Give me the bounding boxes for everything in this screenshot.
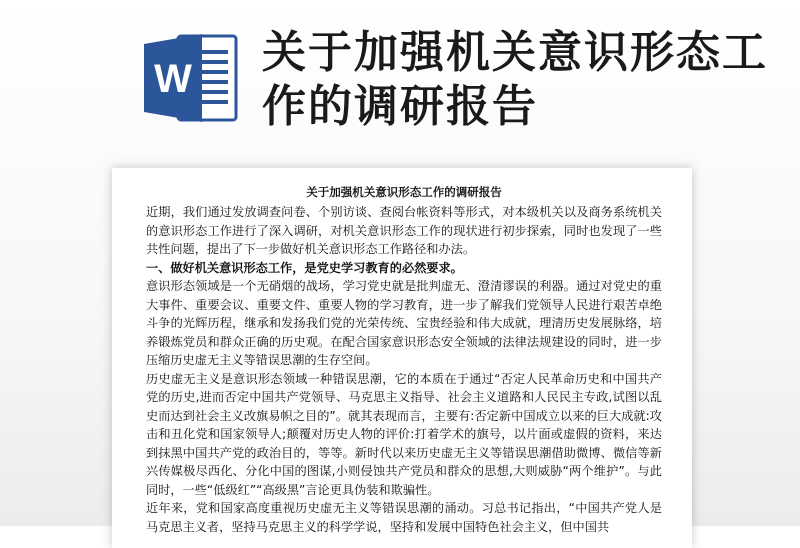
word-document-icon — [140, 26, 244, 130]
document-paragraph: 历史虚无主义是意识形态领域一种错误思潮，它的本质在于通过“否定人民革命历史和中国共产党的历史,进而否定中国共产党领导、马克思主义指导、社会主义道路和人民民主专政,试图以乱史而达到社会主义改旗易帜之目的”。就其表现而言，主要有:否定新中国成立以来的巨大成就:攻击和丑化党和国家领导人;颠覆对历史人物的评价:打着学术的旗号，以片面或虚假的资料，来达到抹黑中国共产党的政治目的，等等。新时代以来历史虚无主义等错误思潮借助微博、微信等新兴传媒极尽西化、分化中国的图谋,小则侵蚀共产党员和群众的思想,大则威胁“两个维护”。与此同时，一些“低级红”“高级黑”言论更具伪装和欺骗性。 — [146, 371, 662, 497]
page-title: 关于加强机关意识形态工作的调研报告 — [262, 27, 768, 132]
section-heading-1: 一、做好机关意识形态工作，是党史学习教育的必然要求。 — [146, 260, 463, 275]
document-title: 关于加强机关意识形态工作的调研报告 — [306, 185, 502, 199]
document-paragraph: 近年来，党和国家高度重视历史虚无主义等错误思潮的涌动。习总书记指出，“中国共产党人是马克思主义者，坚持马克思主义的科学学说，坚持和发展中国特色社会主义，但中国共 — [146, 501, 662, 534]
document-body — [146, 184, 662, 536]
svg-text:W: W — [154, 57, 192, 101]
document-paragraph-intro: 近期，我们通过发放调查问卷、个别访谈、查阅台帐资料等形式，对本级机关以及商务系统机关的意识形态工作进行了深入调研，对机关意识形态工作的现状进行初步探索，同时也发现了一些共性问题，提出了下一步做好机关意识形态工作路径和办法。 — [146, 205, 662, 256]
document-page — [112, 168, 692, 548]
document-paragraph: 意识形态领域是一个无硝烟的战场，学习党史就是批判虚无、澄清谬误的利器。通过对党史的重大事件、重要会议、重要文件、重要人物的学习教育，进一步了解我们党领导人民进行艰苦卓绝斗争的光辉历程，继承和发扬我们党的光荣传统、宝贵经验和伟大成就，理清历史发展脉络，培养锻炼党员和群众正确的历史观。在配合国家意识形态安全领域的法律法规建设的同时，进一步压缩历史虚无主义等错误思潮的生存空间。 — [146, 279, 662, 367]
